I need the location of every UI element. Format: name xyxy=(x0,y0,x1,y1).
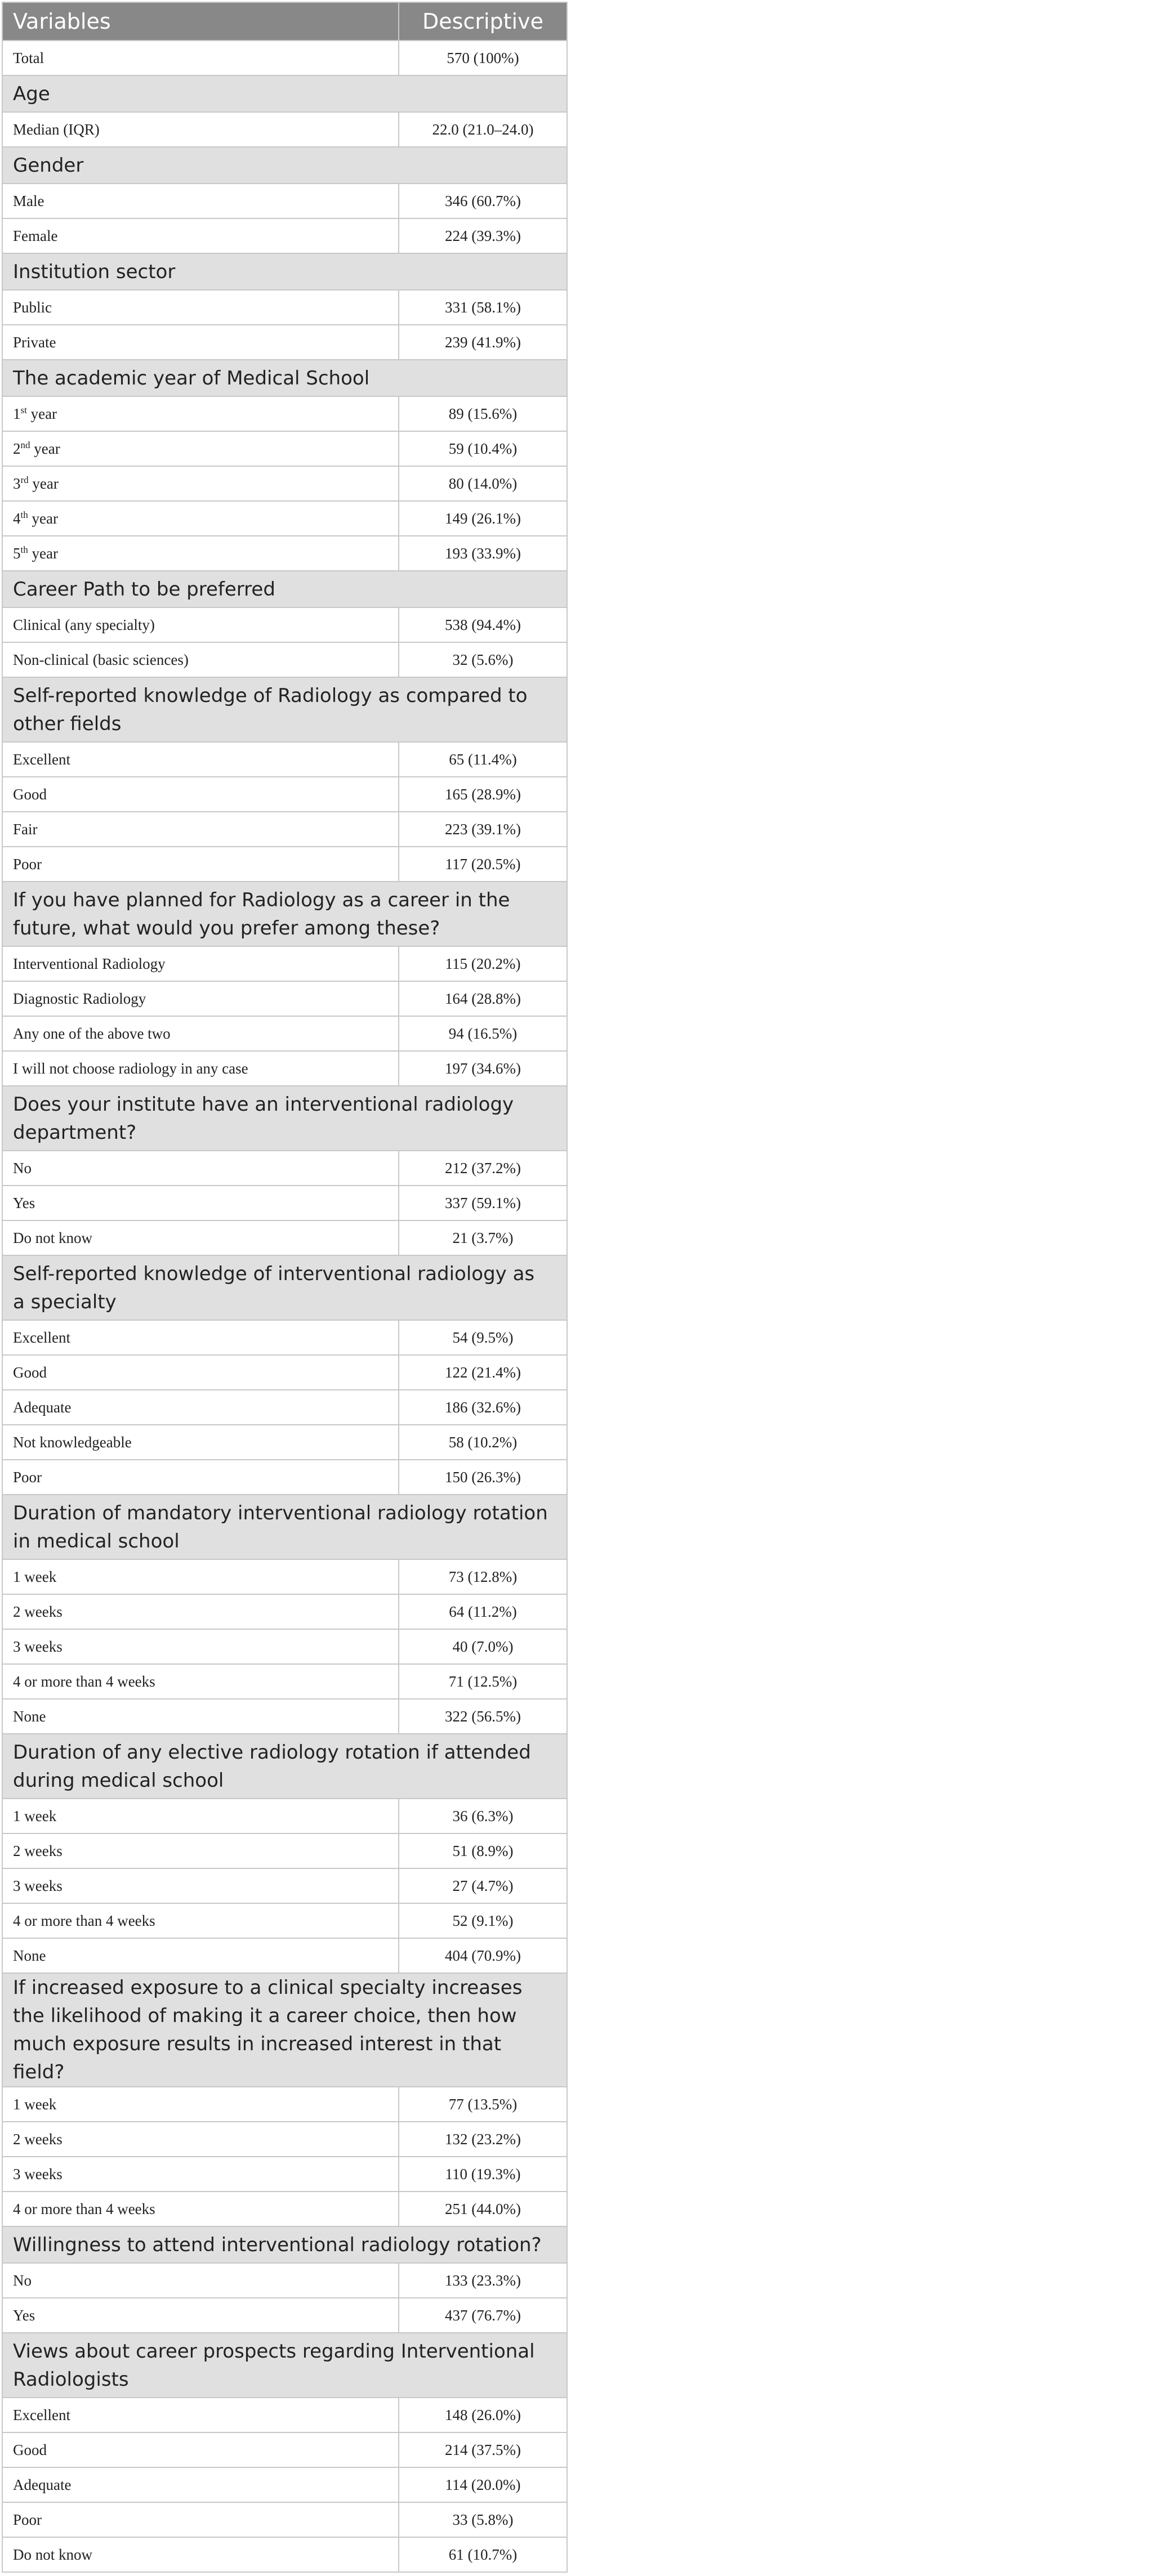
table-row xyxy=(2,742,567,777)
row-value: 21 (3.7%) xyxy=(399,1220,567,1255)
table-row xyxy=(2,431,567,466)
row-value: 322 (56.5%) xyxy=(399,1699,567,1734)
row-value: 133 (23.3%) xyxy=(399,2263,567,2298)
row-value: 404 (70.9%) xyxy=(399,1938,567,1973)
row-label: None xyxy=(2,1699,399,1734)
section-title: Views about career prospects regarding Interventional Radiologists xyxy=(2,2333,567,2398)
row-label: Excellent xyxy=(2,2398,399,2432)
row-label: Poor xyxy=(2,2502,399,2537)
row-label xyxy=(2,536,399,571)
row-label: 4 or more than 4 weeks xyxy=(2,1903,399,1938)
row-value: 224 (39.3%) xyxy=(399,218,567,253)
row-value: 32 (5.6%) xyxy=(399,642,567,677)
row-label: 3 weeks xyxy=(2,2157,399,2192)
section-header-row xyxy=(2,1495,567,1559)
row-label: 2 weeks xyxy=(2,1594,399,1629)
row-value: 64 (11.2%) xyxy=(399,1594,567,1629)
row-label: 1 week xyxy=(2,2087,399,2122)
section-header-row xyxy=(2,2226,567,2263)
row-label: 1 week xyxy=(2,1799,399,1833)
table-row xyxy=(2,466,567,501)
row-value: 150 (26.3%) xyxy=(399,1460,567,1495)
table-row xyxy=(2,1699,567,1734)
section-title: Duration of mandatory interventional radiology rotation in medical school xyxy=(2,1495,567,1559)
row-value: 164 (28.8%) xyxy=(399,981,567,1016)
table-row xyxy=(2,2537,567,2572)
row-label: I will not choose radiology in any case xyxy=(2,1051,399,1086)
row-label: Clinical (any specialty) xyxy=(2,607,399,642)
table-row xyxy=(2,290,567,325)
row-value: 40 (7.0%) xyxy=(399,1629,567,1664)
row-value: 117 (20.5%) xyxy=(399,847,567,882)
row-label: Adequate xyxy=(2,2467,399,2502)
table-row xyxy=(2,2263,567,2298)
table-row xyxy=(2,325,567,360)
table-row xyxy=(2,2502,567,2537)
row-label: None xyxy=(2,1938,399,1973)
row-value: 538 (94.4%) xyxy=(399,607,567,642)
row-label: Adequate xyxy=(2,1390,399,1425)
row-value: 65 (11.4%) xyxy=(399,742,567,777)
table-row xyxy=(2,1868,567,1903)
table-row xyxy=(2,1355,567,1390)
row-value: 114 (20.0%) xyxy=(399,2467,567,2502)
row-label: Excellent xyxy=(2,742,399,777)
table-row xyxy=(2,946,567,981)
table-row xyxy=(2,2298,567,2333)
section-title: The academic year of Medical School xyxy=(2,360,567,396)
section-header-row xyxy=(2,2333,567,2398)
row-value: 52 (9.1%) xyxy=(399,1903,567,1938)
row-label: 3 weeks xyxy=(2,1629,399,1664)
table-row xyxy=(2,812,567,847)
table-row xyxy=(2,112,567,147)
row-value: 214 (37.5%) xyxy=(399,2432,567,2467)
row-label xyxy=(2,431,399,466)
table-row xyxy=(2,2122,567,2157)
table-row xyxy=(2,1903,567,1938)
row-value: 212 (37.2%) xyxy=(399,1151,567,1186)
row-label: Yes xyxy=(2,1186,399,1220)
row-label: No xyxy=(2,2263,399,2298)
row-value: 122 (21.4%) xyxy=(399,1355,567,1390)
section-header-row xyxy=(2,571,567,607)
table-row xyxy=(2,501,567,536)
row-label-suffix: year xyxy=(28,544,58,562)
row-label: Diagnostic Radiology xyxy=(2,981,399,1016)
row-value: 223 (39.1%) xyxy=(399,812,567,847)
row-label: Good xyxy=(2,1355,399,1390)
row-value: 61 (10.7%) xyxy=(399,2537,567,2572)
row-value: 73 (12.8%) xyxy=(399,1559,567,1594)
section-header-row xyxy=(2,253,567,290)
table-row xyxy=(2,1320,567,1355)
table-row xyxy=(2,1016,567,1051)
row-label xyxy=(2,396,399,431)
row-label-ordinal: th xyxy=(20,544,28,555)
row-label-suffix: year xyxy=(28,475,59,492)
row-label xyxy=(2,501,399,536)
table-row xyxy=(2,1594,567,1629)
row-value: 58 (10.2%) xyxy=(399,1425,567,1460)
row-label: Not knowledgeable xyxy=(2,1425,399,1460)
row-label: Fair xyxy=(2,812,399,847)
table-row xyxy=(2,607,567,642)
row-label: Do not know xyxy=(2,2537,399,2572)
section-title: Institution sector xyxy=(2,253,567,290)
row-label: Do not know xyxy=(2,1220,399,1255)
row-label xyxy=(2,466,399,501)
table-row xyxy=(2,1460,567,1495)
section-header-row xyxy=(2,1086,567,1151)
section-title: If increased exposure to a clinical specialty increases the likelihood of making it a career choice, then how much exposure results in increased interest in that field? xyxy=(2,1973,567,2087)
row-label: Good xyxy=(2,2432,399,2467)
row-value: 27 (4.7%) xyxy=(399,1868,567,1903)
row-label: 1 week xyxy=(2,1559,399,1594)
table-row xyxy=(2,1051,567,1086)
table-row xyxy=(2,847,567,882)
total-value: 570 (100%) xyxy=(399,41,567,75)
descriptive-table xyxy=(2,2,568,2573)
row-value: 197 (34.6%) xyxy=(399,1051,567,1086)
row-label-ordinal: st xyxy=(20,404,27,415)
table-row xyxy=(2,1151,567,1186)
table-row xyxy=(2,536,567,571)
row-label-suffix: year xyxy=(26,405,57,422)
row-label: Interventional Radiology xyxy=(2,946,399,981)
row-value: 186 (32.6%) xyxy=(399,1390,567,1425)
table-row xyxy=(2,2432,567,2467)
row-value: 331 (58.1%) xyxy=(399,290,567,325)
row-value: 59 (10.4%) xyxy=(399,431,567,466)
row-value: 337 (59.1%) xyxy=(399,1186,567,1220)
row-value: 33 (5.8%) xyxy=(399,2502,567,2537)
row-label: 4 or more than 4 weeks xyxy=(2,2192,399,2226)
row-value: 437 (76.7%) xyxy=(399,2298,567,2333)
section-title: If you have planned for Radiology as a career in the future, what would you prefer among these? xyxy=(2,882,567,946)
table-row xyxy=(2,777,567,812)
table-row xyxy=(2,396,567,431)
row-label: Poor xyxy=(2,1460,399,1495)
row-value: 149 (26.1%) xyxy=(399,501,567,536)
row-label-number: 2 xyxy=(13,440,21,457)
row-label: 4 or more than 4 weeks xyxy=(2,1664,399,1699)
row-value: 251 (44.0%) xyxy=(399,2192,567,2226)
table-row xyxy=(2,1425,567,1460)
section-title: Self-reported knowledge of Radiology as compared to other fields xyxy=(2,677,567,742)
row-label: Excellent xyxy=(2,1320,399,1355)
total-label: Total xyxy=(2,41,399,75)
total-row xyxy=(2,41,567,75)
section-header-row xyxy=(2,1255,567,1320)
row-label: 2 weeks xyxy=(2,2122,399,2157)
section-title: Duration of any elective radiology rotation if attended during medical school xyxy=(2,1734,567,1799)
row-value: 239 (41.9%) xyxy=(399,325,567,360)
section-title: Gender xyxy=(2,147,567,184)
table-row xyxy=(2,184,567,218)
row-value: 94 (16.5%) xyxy=(399,1016,567,1051)
table-row xyxy=(2,981,567,1016)
table-row xyxy=(2,1186,567,1220)
row-label: Yes xyxy=(2,2298,399,2333)
section-header-row xyxy=(2,677,567,742)
table-row xyxy=(2,1833,567,1868)
row-label-ordinal: th xyxy=(20,509,28,520)
table-row xyxy=(2,2087,567,2122)
table-row xyxy=(2,1559,567,1594)
row-label-number: 5 xyxy=(13,544,21,562)
table-row xyxy=(2,1664,567,1699)
row-label: Median (IQR) xyxy=(2,112,399,147)
row-value: 89 (15.6%) xyxy=(399,396,567,431)
table-row xyxy=(2,2157,567,2192)
table-row xyxy=(2,1629,567,1664)
section-header-row xyxy=(2,360,567,396)
table-row xyxy=(2,1220,567,1255)
table-row xyxy=(2,642,567,677)
row-value: 71 (12.5%) xyxy=(399,1664,567,1699)
row-label: Private xyxy=(2,325,399,360)
row-label-number: 1 xyxy=(13,405,21,422)
row-label: Female xyxy=(2,218,399,253)
row-value: 80 (14.0%) xyxy=(399,466,567,501)
variables-column-header: Variables xyxy=(2,2,399,41)
section-title: Career Path to be preferred xyxy=(2,571,567,607)
row-value: 193 (33.9%) xyxy=(399,536,567,571)
section-header-row xyxy=(2,882,567,946)
row-value: 22.0 (21.0–24.0) xyxy=(399,112,567,147)
section-header-row xyxy=(2,75,567,112)
section-header-row xyxy=(2,1973,567,2087)
row-value: 115 (20.2%) xyxy=(399,946,567,981)
section-title: Age xyxy=(2,75,567,112)
row-label: 3 weeks xyxy=(2,1868,399,1903)
row-label-suffix: year xyxy=(28,509,58,527)
row-value: 54 (9.5%) xyxy=(399,1320,567,1355)
row-value: 346 (60.7%) xyxy=(399,184,567,218)
row-value: 51 (8.9%) xyxy=(399,1833,567,1868)
table-header-row xyxy=(2,2,567,41)
row-label-number: 3 xyxy=(13,475,21,492)
row-value: 77 (13.5%) xyxy=(399,2087,567,2122)
row-value: 36 (6.3%) xyxy=(399,1799,567,1833)
row-value: 110 (19.3%) xyxy=(399,2157,567,2192)
section-header-row xyxy=(2,147,567,184)
row-value: 165 (28.9%) xyxy=(399,777,567,812)
row-label: Poor xyxy=(2,847,399,882)
section-header-row xyxy=(2,1734,567,1799)
table-row xyxy=(2,1938,567,1973)
table-row xyxy=(2,1799,567,1833)
table-row xyxy=(2,1390,567,1425)
row-label-ordinal: rd xyxy=(20,474,29,485)
row-label: No xyxy=(2,1151,399,1186)
table-row xyxy=(2,2467,567,2502)
row-label: 2 weeks xyxy=(2,1833,399,1868)
row-label-suffix: year xyxy=(30,440,60,457)
row-value: 132 (23.2%) xyxy=(399,2122,567,2157)
table-row xyxy=(2,2398,567,2432)
row-label-ordinal: nd xyxy=(20,439,30,450)
row-label: Any one of the above two xyxy=(2,1016,399,1051)
table-row xyxy=(2,218,567,253)
row-label-number: 4 xyxy=(13,509,21,527)
row-label: Male xyxy=(2,184,399,218)
section-title: Self-reported knowledge of interventional radiology as a specialty xyxy=(2,1255,567,1320)
table-row xyxy=(2,2192,567,2226)
section-title: Does your institute have an interventional radiology department? xyxy=(2,1086,567,1151)
descriptive-column-header: Descriptive xyxy=(399,2,567,41)
row-value: 148 (26.0%) xyxy=(399,2398,567,2432)
row-label: Non-clinical (basic sciences) xyxy=(2,642,399,677)
section-title: Willingness to attend interventional radiology rotation? xyxy=(2,2226,567,2263)
row-label: Good xyxy=(2,777,399,812)
table-body xyxy=(2,41,567,2572)
row-label: Public xyxy=(2,290,399,325)
